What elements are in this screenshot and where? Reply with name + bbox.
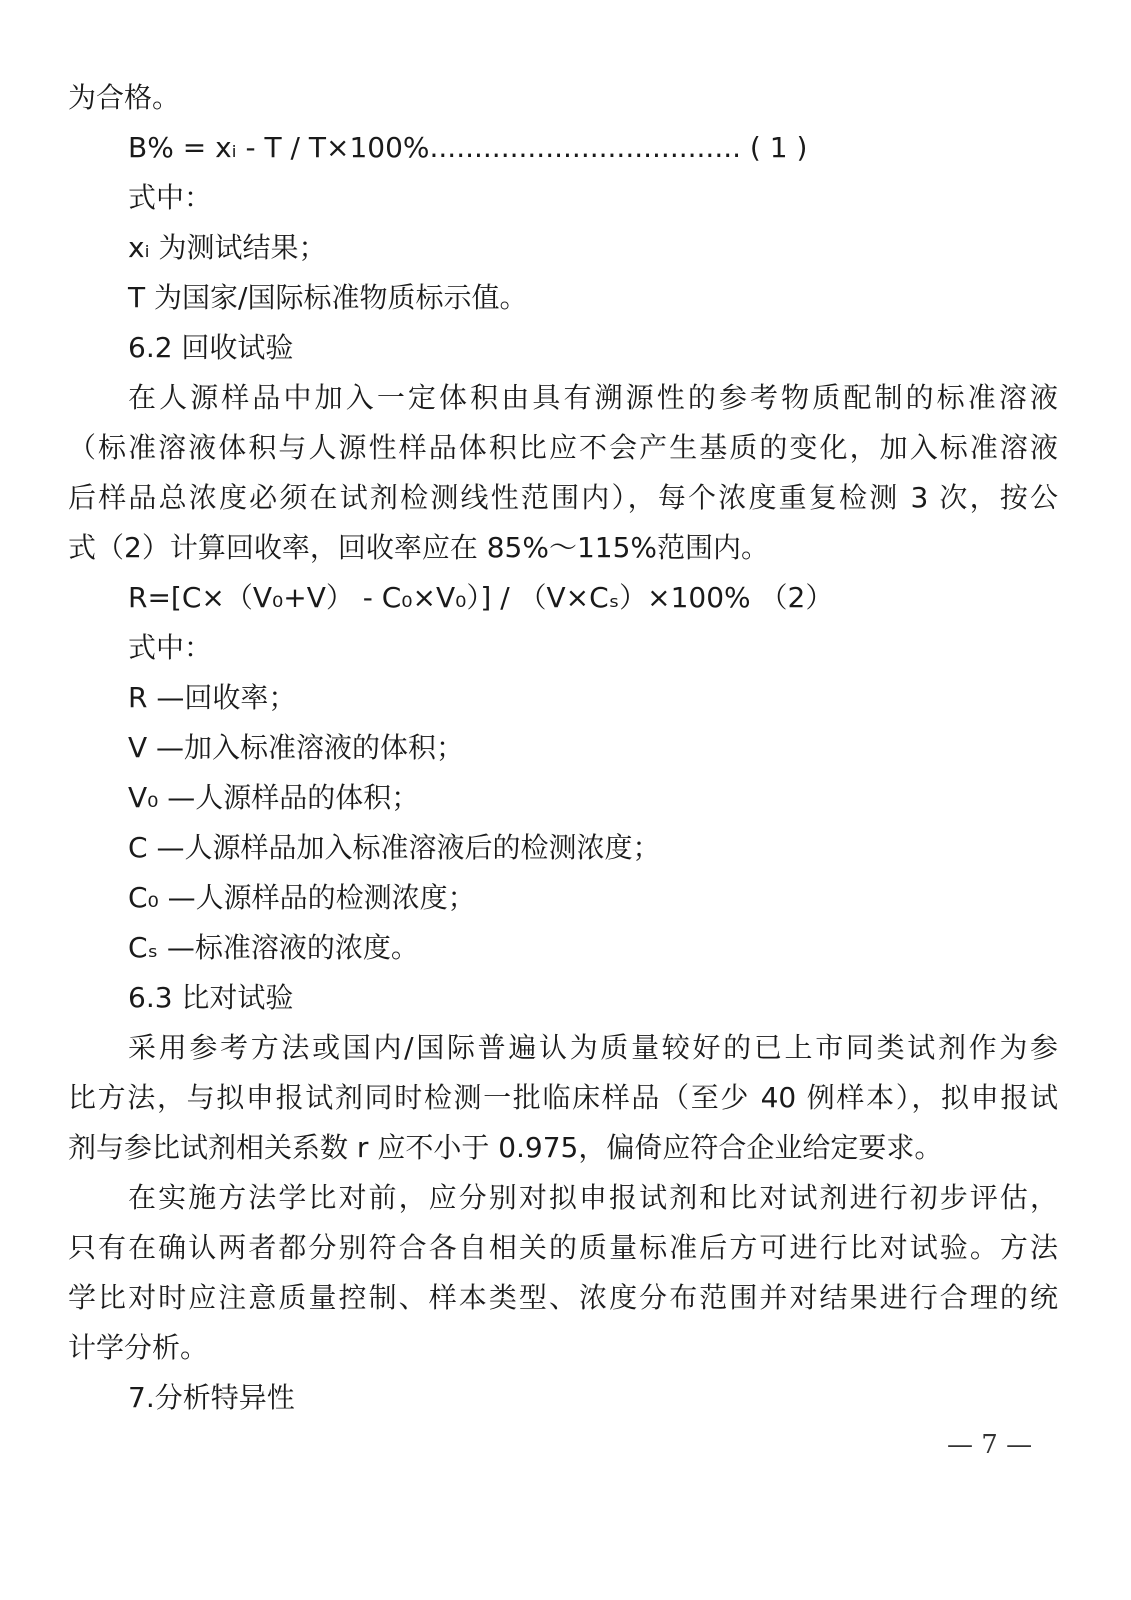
text-line: 式（2）计算回收率，回收率应在 85%～115%范围内。 — [68, 531, 770, 564]
definition-line: V₀ —人源样品的体积； — [128, 781, 420, 814]
text-line: 为合格。 — [68, 81, 181, 114]
text-line: 比方法，与拟申报试剂同时检测一批临床样品（至少 40 例样本），拟申报试 — [68, 1081, 1058, 1114]
definition-line: V —加入标准溶液的体积； — [128, 731, 465, 764]
text-line: 式中： — [128, 631, 213, 664]
text-line: T 为国家/国际标准物质标示值。 — [128, 281, 528, 314]
text-line: （标准溶液体积与人源性样品体积比应不会产生基质的变化，加入标准溶液 — [68, 431, 1058, 464]
text-line: 采用参考方法或国内/国际普遍认为质量较好的已上市同类试剂作为参 — [128, 1031, 1058, 1064]
text-line: 在实施方法学比对前，应分别对拟申报试剂和比对试剂进行初步评估， — [128, 1181, 1058, 1214]
text-line: 在人源样品中加入一定体积由具有溯源性的参考物质配制的标准溶液 — [128, 381, 1058, 414]
definition-line: R —回收率； — [128, 681, 297, 714]
formula-recovery: R=[C×（V₀+V） - C₀×V₀）] / （V×Cₛ）×100% （2） — [128, 581, 834, 614]
definition-line: Cₛ —标准溶液的浓度。 — [128, 931, 419, 964]
text-line: 计学分析。 — [68, 1331, 209, 1364]
definition-line: C —人源样品加入标准溶液后的检测浓度； — [128, 831, 661, 864]
text-line: 剂与参比试剂相关系数 r 应不小于 0.975，偏倚应符合企业给定要求。 — [68, 1131, 943, 1164]
formula-b-percent: B% = xᵢ - T / T×100%................................... ( 1 ) — [128, 131, 808, 164]
text-line: 只有在确认两者都分别符合各自相关的质量标准后方可进行比对试验。方法 — [68, 1231, 1058, 1264]
page-number: — 7 — — [947, 1430, 1033, 1460]
section-heading: 6.2 回收试验 — [128, 331, 294, 364]
section-heading: 7.分析特异性 — [128, 1381, 295, 1414]
text-line: xᵢ 为测试结果； — [128, 231, 327, 264]
text-line: 后样品总浓度必须在试剂检测线性范围内），每个浓度重复检测 3 次，按公 — [68, 481, 1058, 514]
text-line: 式中： — [128, 181, 213, 214]
text-line: 学比对时应注意质量控制、样本类型、浓度分布范围并对结果进行合理的统 — [68, 1281, 1058, 1314]
definition-line: C₀ —人源样品的检测浓度； — [128, 881, 476, 914]
section-heading: 6.3 比对试验 — [128, 981, 294, 1014]
document-body — [68, 73, 1058, 1423]
